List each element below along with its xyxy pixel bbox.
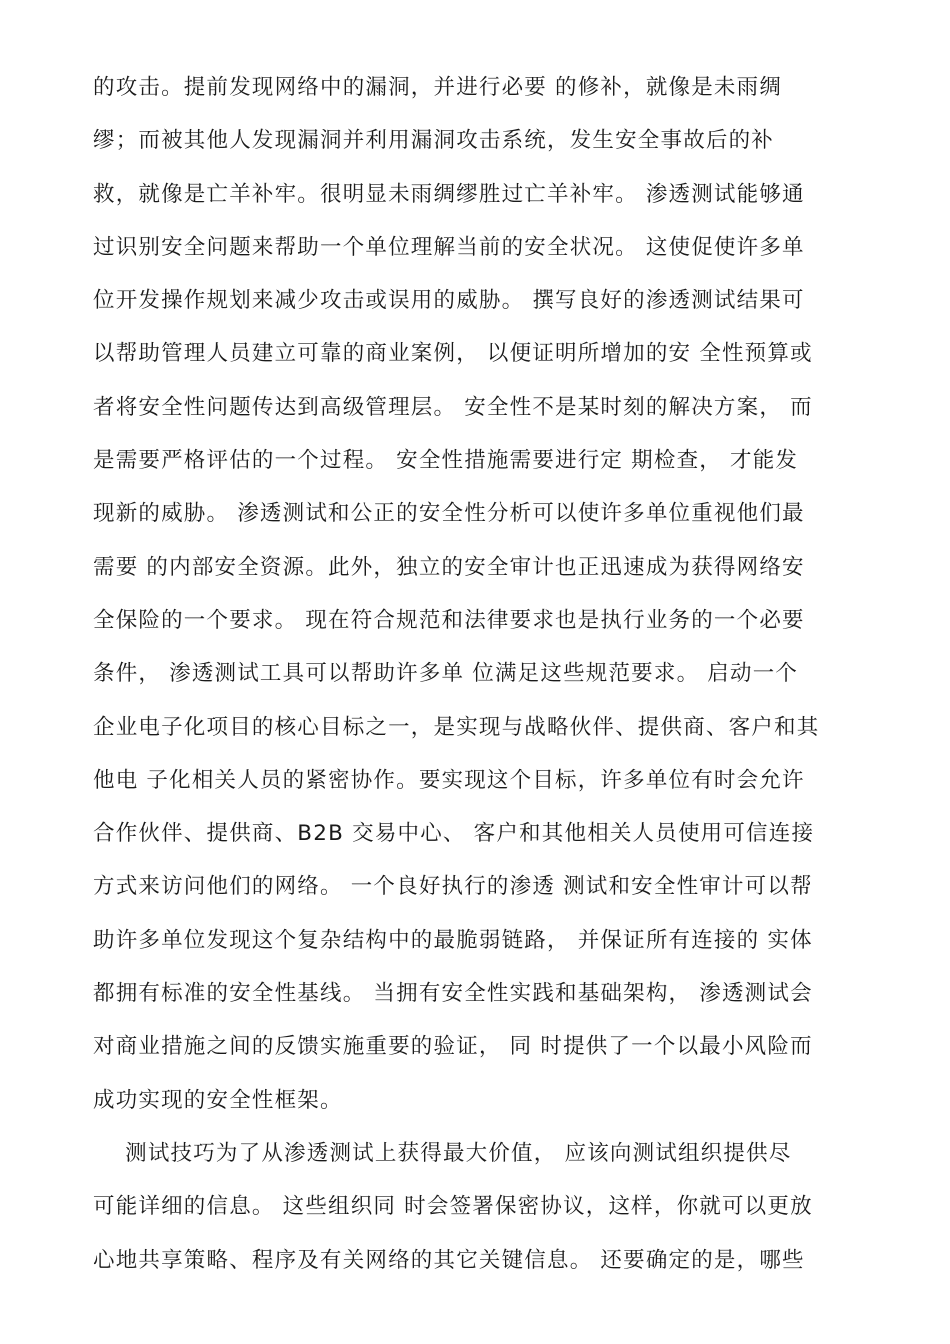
text-line: 是需要严格评估的一个过程。 安全性措施需要进行定 期检查， 才能发 [93, 448, 799, 474]
text-line: 现新的威胁。 渗透测试和公正的安全性分析可以使许多单位重视他们最 [93, 501, 805, 527]
text-line: 助许多单位发现这个复杂结构中的最脆弱链路， 并保证所有连接的 实体 [93, 927, 813, 953]
text-line: 合作伙伴、提供商、B2B 交易中心、 客户和其他相关人员使用可信连接 [93, 821, 815, 847]
text-line: 都拥有标准的安全性基线。 当拥有安全性实践和基础架构， 渗透测试会 [93, 981, 813, 1007]
body-text [93, 74, 863, 1300]
text-line: 者将安全性问题传达到高级管理层。 安全性不是某时刻的解决方案， 而 [93, 394, 813, 420]
text-line: 他电 子化相关人员的紧密协作。要实现这个目标，许多单位有时会允许 [93, 767, 805, 793]
text-line: 需要 的内部安全资源。此外，独立的安全审计也正迅速成为获得网络安 [93, 554, 805, 580]
text-line: 以帮助管理人员建立可靠的商业案例， 以便证明所增加的安 全性预算或 [93, 341, 813, 367]
text-line: 对商业措施之间的反馈实施重要的验证， 同 时提供了一个以最小风险而 [93, 1034, 813, 1060]
text-line: 成功实现的安全性框架。 [93, 1087, 343, 1113]
text-line: 位开发操作规划来减少攻击或误用的威胁。 撰写良好的渗透测试结果可 [93, 288, 805, 314]
text-line: 全保险的一个要求。 现在符合规范和法律要求也是执行业务的一个必要 [93, 607, 805, 633]
text-line: 救，就像是亡羊补牢。很明显未雨绸缪胜过亡羊补牢。 渗透测试能够通 [93, 181, 805, 207]
text-line: 测试技巧为了从渗透测试上获得最大价值， 应该向测试组织提供尽 [93, 1140, 792, 1166]
text-line: 条件， 渗透测试工具可以帮助许多单 位满足这些规范要求。 启动一个 [93, 661, 799, 687]
text-line: 过识别安全问题来帮助一个单位理解当前的安全状况。 这使促使许多单 [93, 234, 805, 260]
text-line: 方式来访问他们的网络。 一个良好执行的渗透 测试和安全性审计可以帮 [93, 874, 813, 900]
text-line: 缪；而被其他人发现漏洞并利用漏洞攻击系统，发生安全事故后的补 [93, 128, 775, 154]
text-line: 企业电子化项目的核心目标之一，是实现与战略伙伴、提供商、客户和其 [93, 714, 820, 740]
text-line: 的攻击。提前发现网络中的漏洞，并进行必要 的修补，就像是未雨绸 [93, 75, 783, 100]
text-line: 可能详细的信息。 这些组织同 时会签署保密协议，这样，你就可以更放 [93, 1194, 813, 1220]
text-line: 心地共享策略、程序及有关网络的其它关键信息。 还要确定的是，哪些 [93, 1247, 805, 1273]
